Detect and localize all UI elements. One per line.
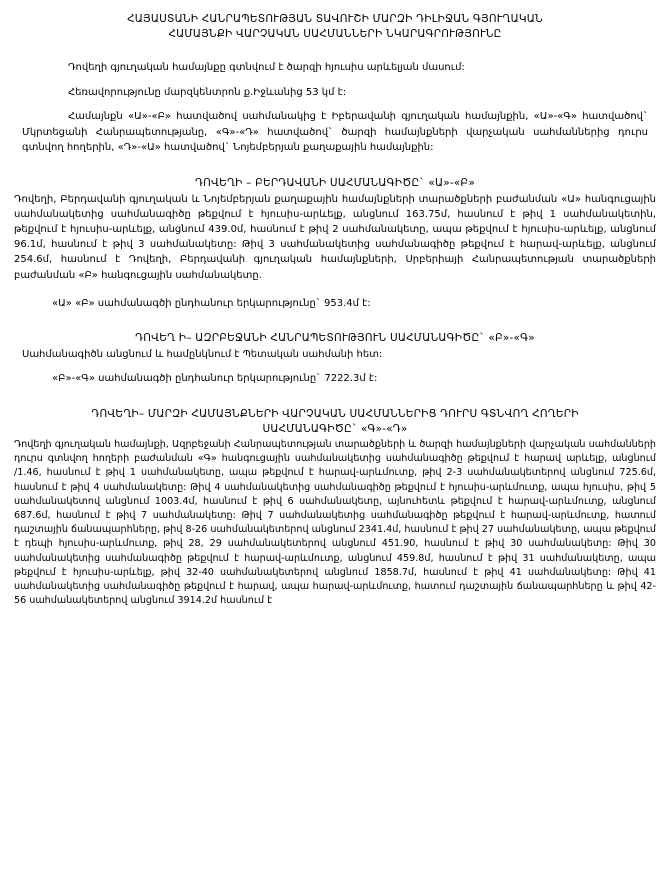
- document-title: [28, 12, 642, 42]
- section-b-g-heading: ԴՈՎԵՂ Ի– ԱԶՐԲԵՋԱՆԻ ՀԱՆՐԱՊԵՏՈՒԹՅՈՒՆ ՍԱՀՄԱՆԱԳԻԾԸ` «Բ»-«Գ»: [135, 332, 535, 345]
- intro-paragraph-3: Համայնքն «Ա»-«Բ» հատվածով սահմանակից է Իբերավանի գյուղական համայնքին, «Ա»-«Գ» հատվածով` Մկրտեցանի Հանրապետությանը, «Գ»-«Դ» հատվածով` ծարզի համայնքների վարչական սահմաններից դուրս գտնվող հողերին, «Դ»-«Ա» հատվածով` Նոյեմբերյան քաղաքային համայնքին:: [22, 111, 648, 154]
- document-title-line-2: ՀԱՄԱՅՆՔԻ ՎԱՐՉԱԿԱՆ ՍԱՀՄԱՆՆԵՐԻ ՆԿԱՐԱԳՐՈՒԹՅՈՒՆԸ: [168, 28, 502, 41]
- section-g-d-body: Դովեղի գյուղական համայնքի, Ազրբեջանի Հանրապետության տարածքների և ծարզի համայնքների վարչական սահմանների դուրս գտնվող հողերի բաժանման «Գ» հանգուցային սահմանակետից սահմանագիծը թեքվում է հարավ արևելք, անցնում /1.46, հասնում է թիվ 1 սահմանակետը, ապա թեքվում է հարավ-արևմուտք, թիվ 2-3 սահմանակետերով անցնում 725.6մ, հասնում է թիվ 4 սահմանակետը: Թիվ 4 սահմանակետից սահմանագիծը թեքվում է հյուսիս-արևմուտք, ապա հյուսիս, թիվ 5 սահմանակետով անցնում 1003.4մ, հասնում է թիվ 6 սահմանակետը, այնուհետև թեքվում է հարավ-արևմուտք, անցնում 687.6մ, հասնում է թիվ 7 սահմանակետը: Թիվ 7 սահմանակետից սահմանագիծը թեքվում է հարավ-արևմուտք, հատում դաշտային ճանապարհները, թիվ 8-26 սահմանակետերով անցնում 2341.4մ, հասնում է թիվ 27 սահմանակետը, ապա թեքվում է դեպի հյուսիս-արևմուտք, թիվ 28, 29 սահմանակետերով անցնում 451.90, հասնում է թիվ 30 սահմանակետը: Թիվ 30 սահմանակետից սահմանագիծը թեքվում է հարավ-արևմուտք, անցնում 459.8մ, հասնում է թիվ 31 սահմանակետը, ապա թեքվում է հյուսիս-արևելք, թիվ 32-40 սահմանակետերով անցնում 1858.7մ, հասնում է թիվ 41 սահմանակետը: Թիվ 41 սահմանակետից սահմանագիծը թեքվում է հարավ, ապա հարավ-արևմուտք, հատում դաշտային ճանապարհները և թիվ 42-56 սահմանակետերով անցնում 3914.2մ հասնում է: [14, 439, 656, 607]
- intro-paragraph-1: Դովեղի գյուղական համայնքը գտնվում է ծարզի հյուսիս արևելյան մասում:: [68, 62, 465, 74]
- intro-paragraph-2: Հեռավորությունը մարզկենտրոն ք.Իջևանից 53 կմ է:: [68, 86, 347, 98]
- document-title-line-1: ՀԱՅԱՍՏԱՆԻ ՀԱՆՐԱՊԵՏՈՒԹՅԱՆ ՏԱՎՈՒՇԻ ՄԱՐԶԻ ԴԻԼԻՋԱՆ ԳՅՈՒՂԱԿԱՆ: [127, 13, 543, 25]
- section-a-b-footer: «Ա» «Բ» սահմանագծի ընդհանուր երկարությունը` 953.4մ է:: [52, 297, 371, 309]
- section-a-b-body: Դովեղի, Բերդավանի գյուղական և Նոյեմբերյան քաղաքային համայնքների տարածքների բաժանման «Ա» հանգուցային սահմանակետից սահմանագիծը թեքվում է հյուսիս-արևելք, անցնում 163.75մ, հասնում է թիվ 1 սահմանակետին, թեքվում է հյուսիս-արևելք, անցնում 439.0մ, հասնում է թիվ 2 սահմանակետը, ապա թեքվում է հյուսիս-արևելք, անցնում 96.1մ, հասնում է թիվ 3 սահմանակետը: Թիվ 3 սահմանակետից սահմանագիծը թեքվում է հարավ-արևելք, անցնում 254.6մ, հասնում է Դովեղի, Բերդավանի գյուղական համայնքների, Սրբերիայի Հանրապետության տարածքների բաժանման «Բ» հանգուցային սահմանակետը.: [14, 193, 656, 281]
- section-g-d-heading: [30, 407, 640, 439]
- section-b-g-footer: «Բ»-«Գ» սահմանագծի ընդհանուր երկարությունը` 7222.3մ է:: [52, 373, 378, 385]
- document-page: [0, 12, 670, 875]
- section-g-d-heading-line-1: ԴՈՎԵՂԻ– ՄԱՐԶԻ ՀԱՄԱՅՆՔՆԵՐԻ ՎԱՐՉԱԿԱՆ ՍԱՀՄԱՆՆԵՐԻՑ ԴՈՒՐՍ ԳՏՆՎՈՂ ՀՈՂԵՐԻ: [91, 407, 579, 420]
- section-b-g-body: Սահմանագիծն անցնում և համընկնում է Պետական սահմանի հետ:: [22, 349, 383, 361]
- section-g-d-heading-line-2: ՍԱՀՄԱՆԱԳԻԾԸ` «Գ»-«Դ»: [262, 423, 408, 436]
- section-a-b-heading: ԴՈՎԵՂԻ – ԲԵՐԴԱՎԱՆԻ ՍԱՀՄԱՆԱԳԻԾԸ` «Ա»-«Բ»: [195, 176, 475, 189]
